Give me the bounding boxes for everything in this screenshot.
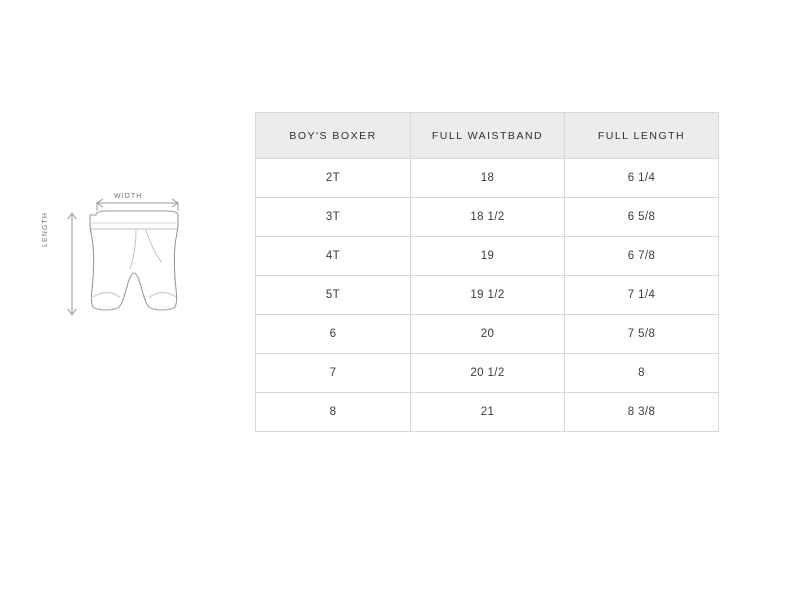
cell-size: 2T [256, 159, 411, 198]
cell-size: 7 [256, 354, 411, 393]
cell-waistband: 20 1/2 [411, 354, 565, 393]
cell-length: 8 [565, 354, 719, 393]
table-row [256, 354, 719, 393]
table-row [256, 315, 719, 354]
cell-size: 4T [256, 237, 411, 276]
cell-length: 7 1/4 [565, 276, 719, 315]
cell-size: 5T [256, 276, 411, 315]
cell-waistband: 19 1/2 [411, 276, 565, 315]
table-row [256, 198, 719, 237]
column-header-full-length: FULL LENGTH [565, 113, 719, 159]
width-dimension-label: WIDTH [114, 193, 143, 200]
cell-waistband: 19 [411, 237, 565, 276]
cell-waistband: 18 1/2 [411, 198, 565, 237]
size-chart-table [255, 112, 719, 432]
cell-size: 6 [256, 315, 411, 354]
column-header-size: BOY'S BOXER [256, 113, 411, 159]
table-row [256, 276, 719, 315]
cell-length: 6 5/8 [565, 198, 719, 237]
cell-waistband: 18 [411, 159, 565, 198]
table-header-row [256, 113, 719, 159]
length-dimension-label: LENGTH [42, 212, 49, 247]
column-header-full-waistband: FULL WAISTBAND [411, 113, 565, 159]
boxer-diagram [42, 185, 235, 330]
table-row [256, 159, 719, 198]
table-row [256, 237, 719, 276]
cell-length: 8 3/8 [565, 393, 719, 432]
boxer-illustration-svg [50, 185, 235, 330]
cell-size: 3T [256, 198, 411, 237]
cell-length: 6 1/4 [565, 159, 719, 198]
cell-waistband: 21 [411, 393, 565, 432]
table-row [256, 393, 719, 432]
cell-length: 6 7/8 [565, 237, 719, 276]
cell-waistband: 20 [411, 315, 565, 354]
cell-length: 7 5/8 [565, 315, 719, 354]
cell-size: 8 [256, 393, 411, 432]
